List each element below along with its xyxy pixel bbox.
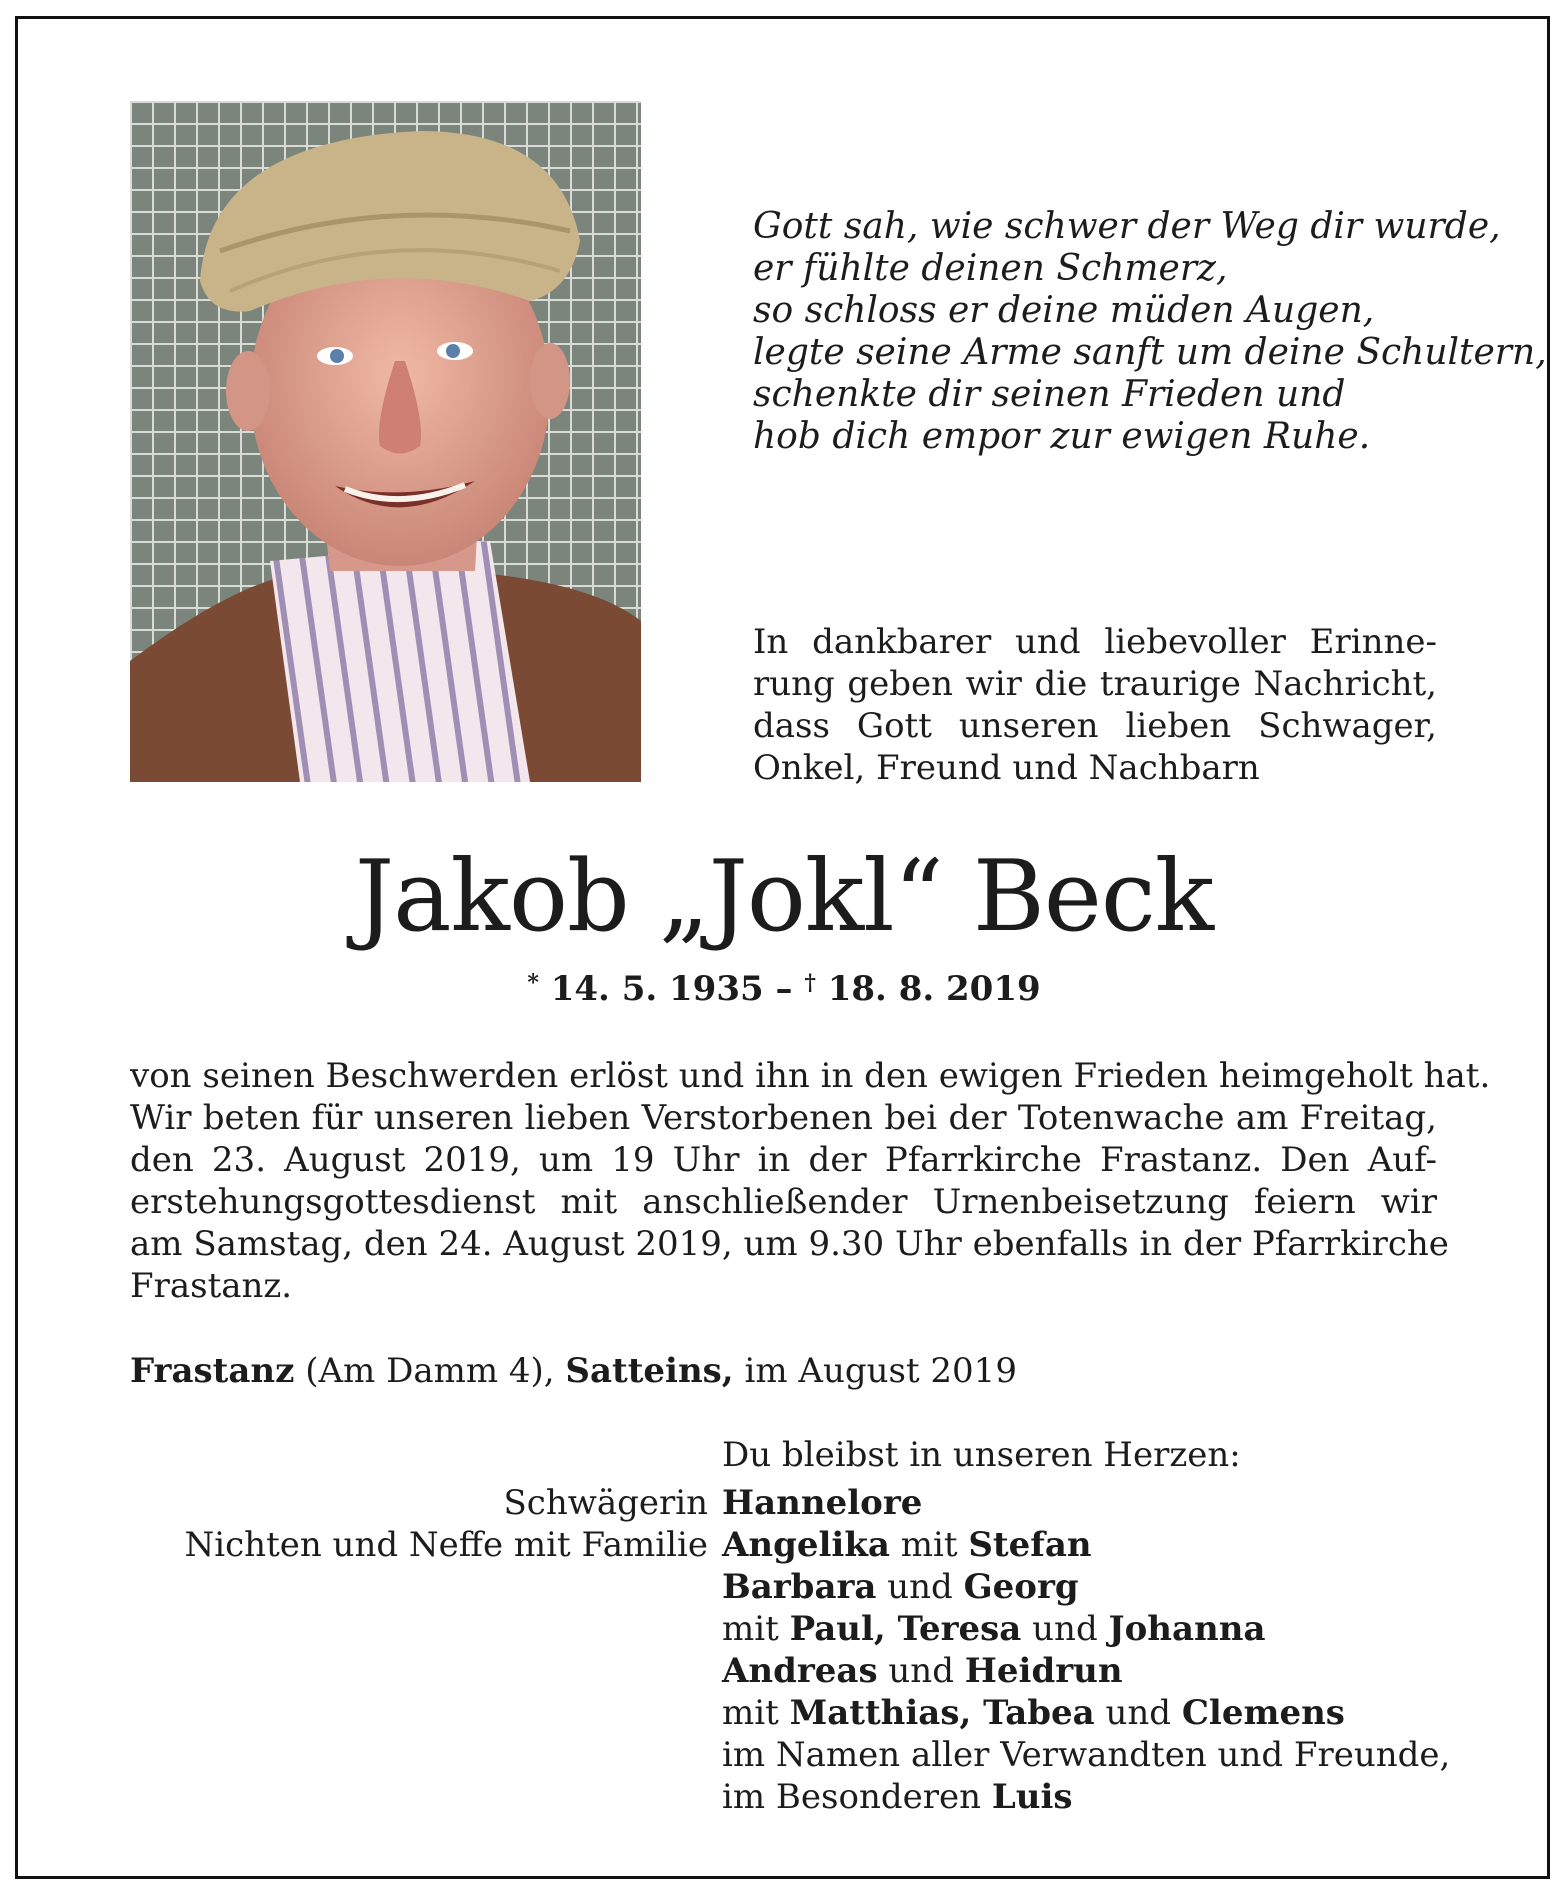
intro-line: dass Gott unseren lieben Schwager, bbox=[753, 706, 1437, 746]
poem-line: Gott sah, wie schwer der Weg dir wurde, bbox=[753, 206, 1501, 247]
name-clemens: Clemens bbox=[1181, 1693, 1345, 1733]
word-besonderen: im Besonderen bbox=[722, 1777, 982, 1817]
body-line: von seinen Beschwerden erlöst und ihn in den ewigen Frieden heimgeholt hat. bbox=[130, 1056, 1491, 1096]
word-mit: mit bbox=[722, 1609, 779, 1649]
poem-line: hob dich empor zur ewigen Ruhe. bbox=[753, 416, 1371, 457]
life-dates bbox=[0, 969, 1568, 1009]
name-andreas: Andreas bbox=[722, 1651, 878, 1691]
word-und: und bbox=[1032, 1609, 1098, 1649]
portrait-illustration bbox=[130, 101, 641, 782]
intro-line: In dankbarer und liebevoller Erinne- bbox=[753, 622, 1437, 662]
word-und: und bbox=[1105, 1693, 1172, 1733]
address: (Am Damm 4), bbox=[294, 1351, 566, 1391]
relatives-line: im Namen aller Verwandten und Freunde, bbox=[722, 1735, 1451, 1775]
intro-line: rung geben wir die traurige Nachricht, bbox=[753, 664, 1437, 704]
death-symbol: † bbox=[804, 970, 816, 996]
family-names bbox=[722, 1524, 1092, 1566]
intro-text bbox=[753, 621, 1437, 789]
name-paul-teresa: Paul, Teresa bbox=[789, 1609, 1022, 1649]
family-names bbox=[722, 1566, 1079, 1608]
town-satteins: Satteins, bbox=[565, 1351, 734, 1391]
poem-line: so schloss er deine müden Augen, bbox=[753, 290, 1375, 331]
relation-label: Schwägerin bbox=[503, 1483, 708, 1523]
family-row bbox=[0, 1608, 1568, 1650]
family-names bbox=[722, 1482, 922, 1524]
poem bbox=[753, 206, 1547, 458]
family-row bbox=[0, 1524, 1568, 1566]
family-list bbox=[0, 1482, 1568, 1818]
name-hannelore: Hannelore bbox=[722, 1483, 923, 1523]
word-mit: mit bbox=[722, 1693, 779, 1733]
family-names bbox=[722, 1776, 1073, 1818]
portrait-photo bbox=[130, 101, 641, 782]
relation-label: Nichten und Neffe mit Familie bbox=[184, 1525, 708, 1565]
place-date bbox=[130, 1350, 1017, 1392]
hearts-line: Du bleibst in unseren Herzen: bbox=[722, 1435, 1241, 1475]
deceased-name: Jakob „Jokl“ Beck bbox=[354, 840, 1214, 954]
family-names bbox=[722, 1650, 1123, 1692]
name-angelika: Angelika bbox=[722, 1525, 890, 1565]
body-line: Wir beten für unseren lieben Verstorbenen bei der Totenwache am Freitag, bbox=[130, 1098, 1437, 1138]
name-luis: Luis bbox=[991, 1777, 1073, 1817]
body-line: Frastanz. bbox=[130, 1266, 293, 1306]
poem-line: schenkte dir seinen Frieden und bbox=[753, 374, 1346, 415]
body-text bbox=[130, 1055, 1491, 1307]
family-row bbox=[0, 1566, 1568, 1608]
family-names bbox=[722, 1692, 1345, 1734]
body-line: den 23. August 2019, um 19 Uhr in der Pfarrkirche Frastanz. Den Auf- bbox=[130, 1140, 1437, 1180]
name-johanna: Johanna bbox=[1108, 1609, 1266, 1649]
death-date: 18. 8. 2019 bbox=[827, 969, 1041, 1009]
name-barbara: Barbara bbox=[722, 1567, 877, 1607]
word-und: und bbox=[888, 1651, 954, 1691]
poem-line: er fühlte deinen Schmerz, bbox=[753, 248, 1228, 289]
family-row bbox=[0, 1692, 1568, 1734]
family-names bbox=[722, 1608, 1266, 1650]
name-stefan: Stefan bbox=[968, 1525, 1092, 1565]
birth-date: 14. 5. 1935 – bbox=[550, 969, 793, 1009]
family-row bbox=[0, 1650, 1568, 1692]
intro-line: Onkel, Freund und Nachbarn bbox=[753, 748, 1260, 788]
word-mit: mit bbox=[900, 1525, 958, 1565]
family-row bbox=[0, 1734, 1568, 1776]
name-heidrun: Heidrun bbox=[964, 1651, 1123, 1691]
name-georg: Georg bbox=[963, 1567, 1079, 1607]
body-line: am Samstag, den 24. August 2019, um 9.30 Uhr ebenfalls in der Pfarrkirche bbox=[130, 1224, 1449, 1264]
family-row bbox=[0, 1482, 1568, 1524]
town-frastanz: Frastanz bbox=[130, 1351, 295, 1391]
poem-line: legte seine Arme sanft um deine Schultern, bbox=[753, 332, 1547, 373]
birth-symbol: * bbox=[527, 970, 539, 996]
month-year: im August 2019 bbox=[733, 1351, 1017, 1391]
name-matthias-tabea: Matthias, Tabea bbox=[789, 1693, 1095, 1733]
family-row bbox=[0, 1776, 1568, 1818]
word-und: und bbox=[887, 1567, 953, 1607]
body-line: erstehungsgottesdienst mit anschließender Urnenbeisetzung feiern wir bbox=[130, 1182, 1437, 1222]
